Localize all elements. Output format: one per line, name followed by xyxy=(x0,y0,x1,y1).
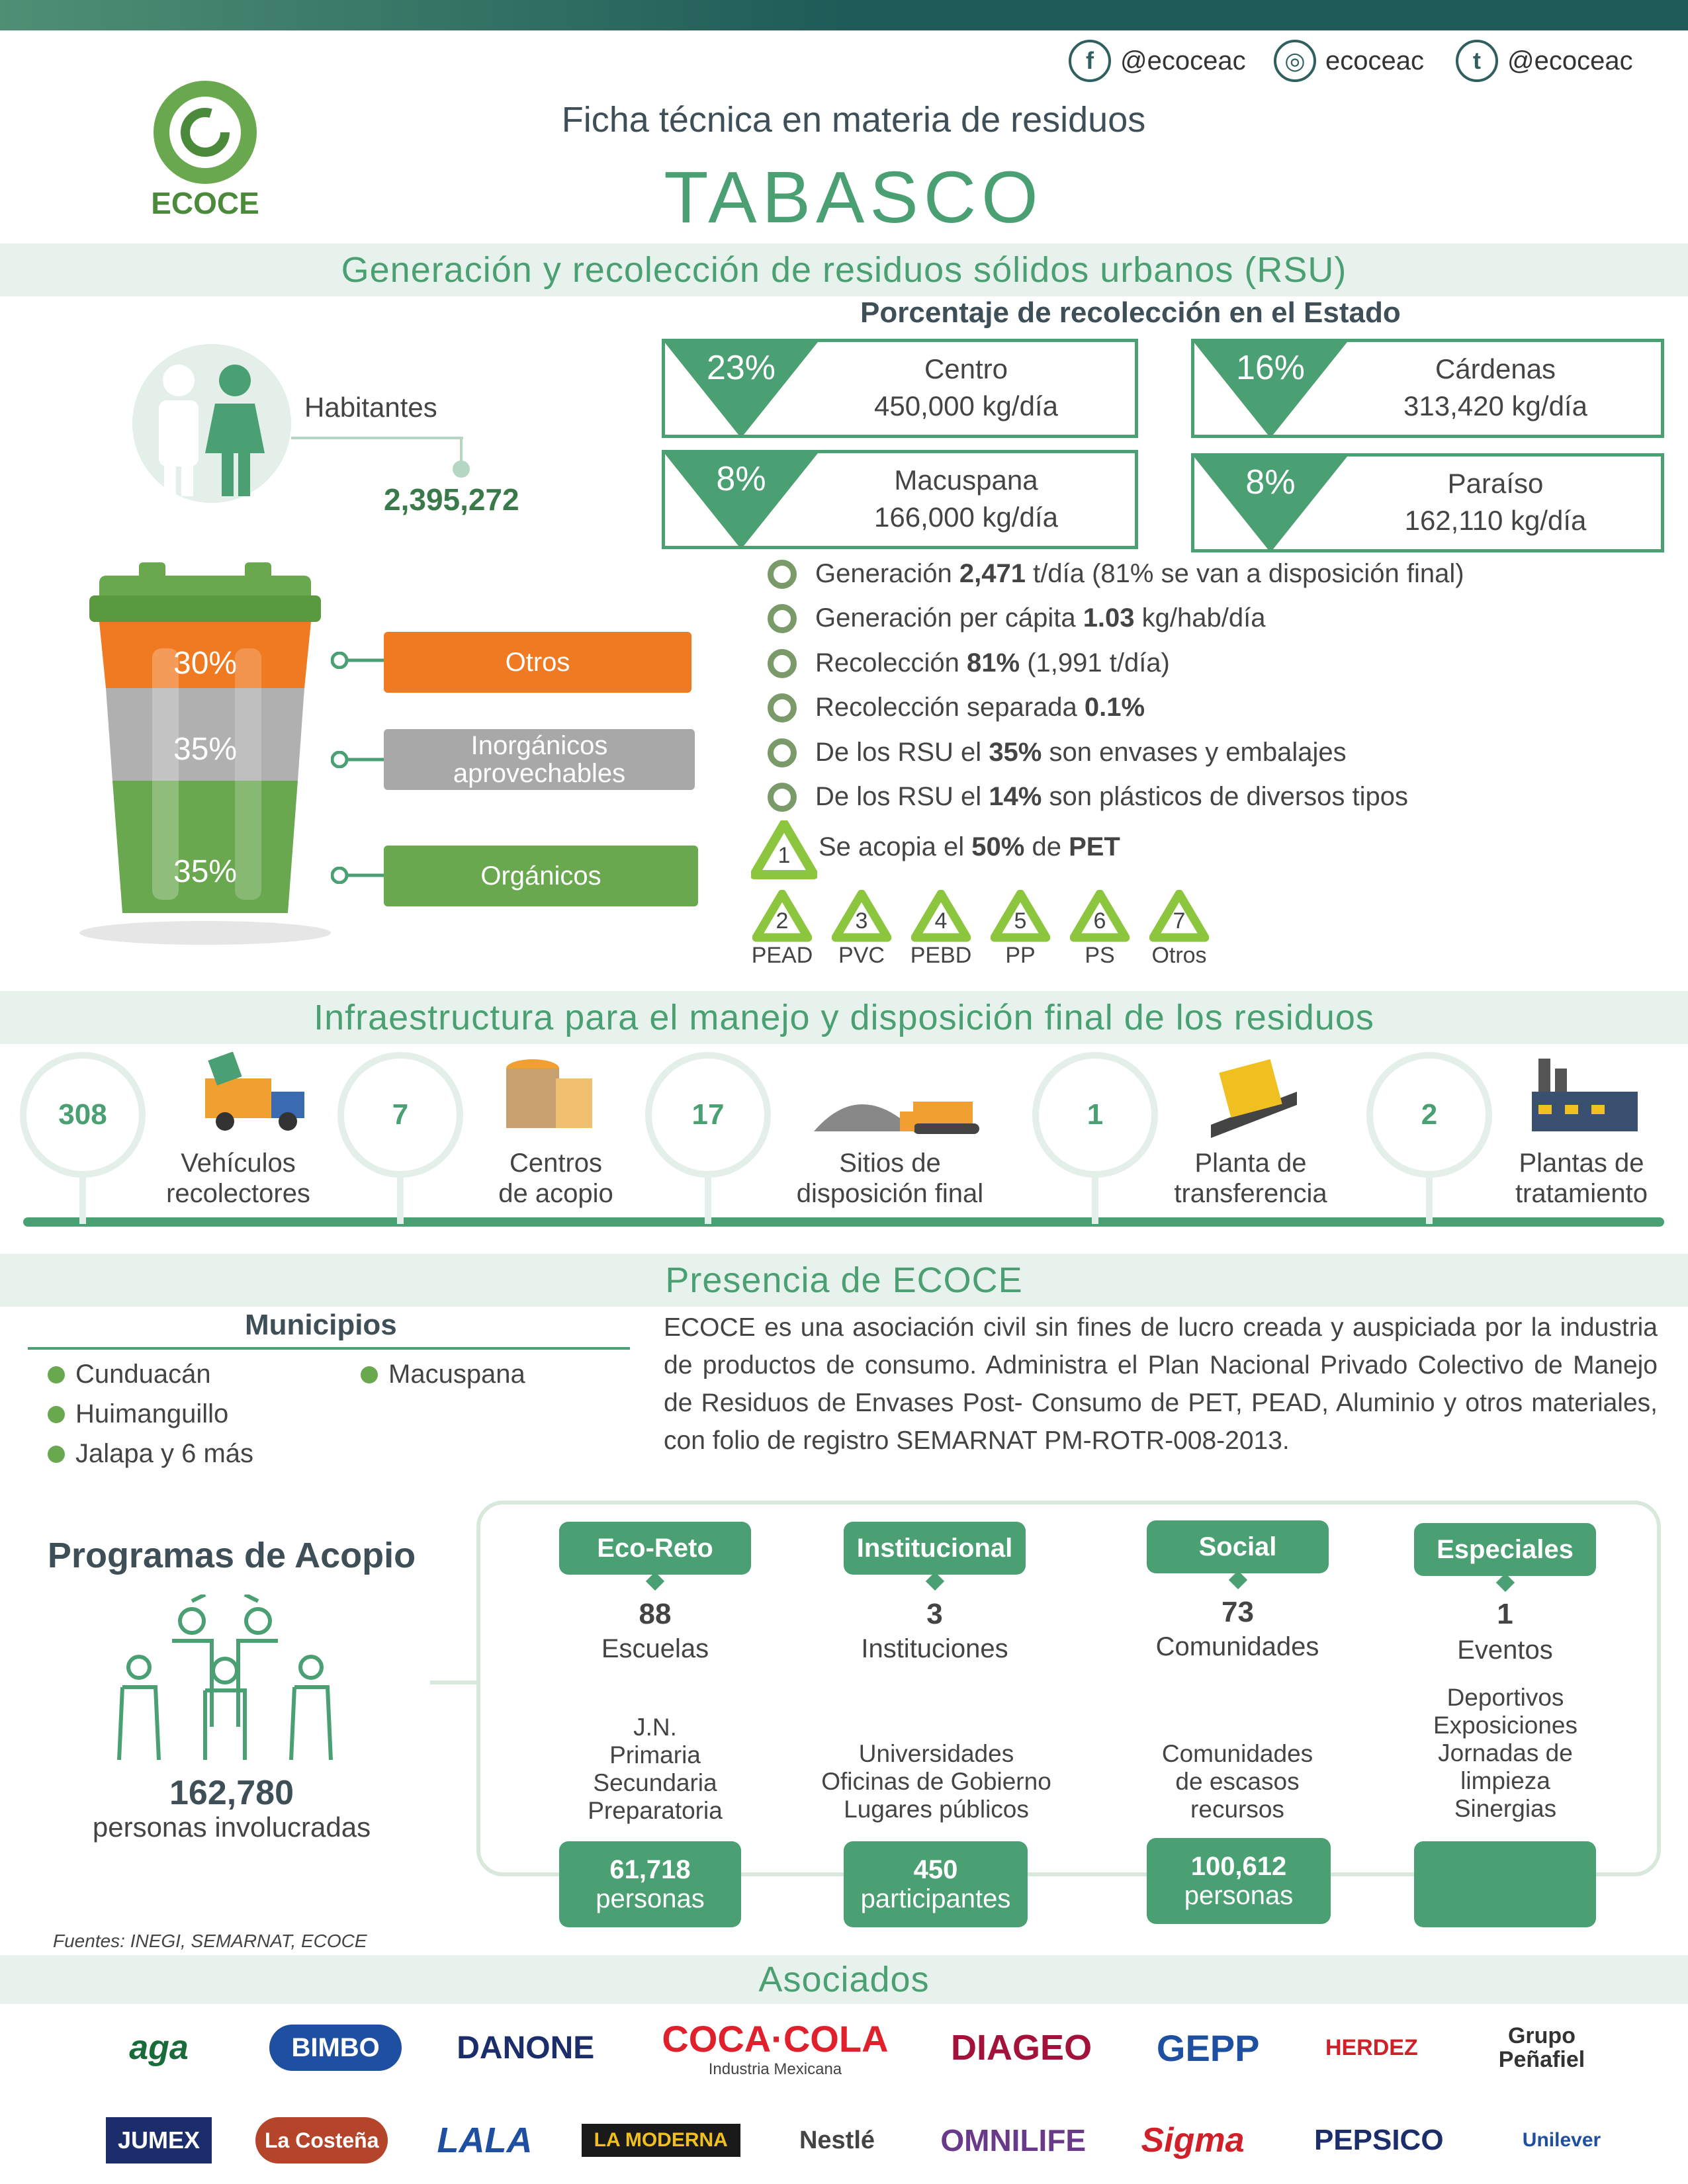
bullet-icon xyxy=(768,604,797,633)
program-unit: Instituciones xyxy=(861,1634,1008,1663)
municipio-name: Cárdenas xyxy=(1435,353,1556,384)
program-count: 3 xyxy=(926,1598,943,1630)
composition-pct-inorganicos: 35% xyxy=(173,732,238,767)
program-unit: Eventos xyxy=(1457,1636,1553,1665)
municipio-item: Macuspana xyxy=(361,1360,525,1389)
program-especiales xyxy=(1414,1523,1596,1576)
fact-item: De los RSU el 35% son envases y embalajes xyxy=(768,738,1347,767)
program-count: 73 xyxy=(1222,1596,1254,1628)
page-title: TABASCO xyxy=(664,157,1044,238)
collection-center-icon xyxy=(500,1052,599,1138)
program-count: 1 xyxy=(1497,1598,1513,1630)
infra-item-vehiculos xyxy=(20,1052,324,1224)
personas-label: personas involucradas xyxy=(92,1812,371,1843)
municipio-name: Paraíso xyxy=(1447,468,1544,499)
recoleccion-title: Porcentaje de recolección en el Estado xyxy=(860,296,1401,329)
habitantes-value: 2,395,272 xyxy=(384,482,519,517)
logo-nestle[interactable]: Nestlé xyxy=(799,2126,875,2154)
instagram-icon: ◎ xyxy=(1274,40,1316,82)
infra-label: recolectores xyxy=(166,1179,310,1208)
facebook-icon: f xyxy=(1069,40,1111,82)
recycle-icon: 4 xyxy=(911,890,971,943)
habitantes-connector xyxy=(291,437,463,439)
logo-danone[interactable]: DANONE xyxy=(457,2030,595,2066)
program-list: Comunidades de escasos recursos xyxy=(1161,1740,1313,1823)
infra-item-transferencia xyxy=(1032,1052,1350,1224)
bullet-icon xyxy=(768,783,797,812)
municipio-item: Cunduacán xyxy=(48,1360,211,1389)
top-bar xyxy=(0,0,1688,30)
recycle-icon: 3 xyxy=(832,890,891,943)
recycle-icon: 2 xyxy=(752,890,812,943)
infra-item-plantas xyxy=(1366,1052,1677,1224)
fact-item: De los RSU el 14% son plásticos de diversos tipos xyxy=(768,782,1408,812)
municipios-title: Municipios xyxy=(245,1309,397,1341)
habitantes-label: Habitantes xyxy=(304,392,437,423)
asociados-row-2 xyxy=(106,2104,1615,2177)
municipio-kg: 162,110 kg/día xyxy=(1404,505,1587,536)
plastic-type: 5 PP xyxy=(986,890,1055,969)
recycle-icon: 6 xyxy=(1070,890,1130,943)
rsu-section-header xyxy=(0,243,1688,296)
program-list: J.N. Primaria Secundaria Preparatoria xyxy=(588,1714,723,1824)
logo-gepp[interactable]: GEPP xyxy=(1156,2027,1260,2069)
municipio-name: Macuspana xyxy=(894,464,1038,496)
infra-label: transferencia xyxy=(1174,1179,1327,1208)
municipio-item: Jalapa y 6 más xyxy=(48,1439,253,1469)
plastic-type: 3 PVC xyxy=(827,890,896,969)
infra-count: 2 xyxy=(1366,1052,1492,1178)
logo-bimbo[interactable]: BIMBO xyxy=(269,2025,402,2071)
program-eco-reto xyxy=(559,1522,751,1575)
program-name: Especiales xyxy=(1414,1523,1596,1576)
infra-label: disposición final xyxy=(796,1179,984,1208)
composition-tag-inorganicos: Inorgánicos aprovechables xyxy=(384,729,695,790)
composition-pct-organicos: 35% xyxy=(173,854,238,889)
social-instagram[interactable] xyxy=(1274,40,1424,82)
twitter-icon: t xyxy=(1456,40,1498,82)
program-name: Institucional xyxy=(844,1522,1026,1575)
landfill-icon xyxy=(814,1065,986,1138)
programas-title: Programas de Acopio xyxy=(47,1536,416,1575)
infra-item-centros xyxy=(337,1052,642,1224)
bullet-icon xyxy=(768,649,797,678)
infra-count: 17 xyxy=(645,1052,771,1178)
recycle-icon: 7 xyxy=(1149,890,1209,943)
logo-lala[interactable]: LALA xyxy=(437,2120,533,2160)
facebook-handle: @ecoceac xyxy=(1120,46,1246,75)
municipio-kg: 313,420 kg/día xyxy=(1403,390,1587,421)
program-institucional xyxy=(844,1522,1026,1575)
municipio-pct: 16% xyxy=(1235,349,1306,387)
infra-label: Centros xyxy=(509,1149,603,1178)
infra-label: Vehículos xyxy=(181,1149,296,1178)
plastic-type: 2 PEAD xyxy=(748,890,817,969)
logo-sigma[interactable]: Sigma xyxy=(1141,2121,1245,2160)
municipios-divider xyxy=(28,1347,630,1350)
ecoce-logo-text: ECOCE xyxy=(151,186,259,220)
logo-omnilife[interactable]: OMNILIFE xyxy=(940,2123,1087,2158)
program-footer: 450 participantes xyxy=(844,1841,1028,1927)
logo-penafiel[interactable]: Grupo Peñafiel xyxy=(1498,2023,1585,2072)
plastic-type: 7 Otros xyxy=(1145,890,1214,969)
plastic-type: 4 PEBD xyxy=(907,890,975,969)
plastic-type: 6 PS xyxy=(1065,890,1134,969)
infra-label: Sitios de xyxy=(839,1149,941,1178)
program-count: 88 xyxy=(639,1598,672,1630)
community-icon xyxy=(99,1594,351,1767)
logo-diageo[interactable]: DIAGEO xyxy=(951,2028,1092,2068)
ecoce-logo xyxy=(146,79,265,225)
fact-item: Recolección 81% (1,991 t/día) xyxy=(768,648,1170,678)
treatment-plant-icon xyxy=(1525,1052,1644,1138)
infra-item-sitios xyxy=(645,1052,1016,1224)
habitantes-dot xyxy=(453,460,470,478)
municipio-name: Centro xyxy=(924,353,1008,384)
fuentes: Fuentes: INEGI, SEMARNAT, ECOCE xyxy=(53,1931,367,1951)
municipio-pct: 23% xyxy=(706,349,776,387)
municipio-kg: 450,000 kg/día xyxy=(874,390,1058,421)
composition-tag-otros: Otros xyxy=(384,632,691,693)
programas-bracket xyxy=(430,1681,480,1684)
infra-label: Planta de xyxy=(1194,1149,1307,1178)
logo-la-moderna[interactable]: LA MODERNA xyxy=(582,2124,740,2157)
program-list: Deportivos Exposiciones Jornadas de limpieza Sinergias xyxy=(1433,1684,1577,1822)
asociados-section-header xyxy=(0,1955,1688,2004)
logo-jumex[interactable]: JUMEX xyxy=(106,2117,212,2163)
program-unit: Escuelas xyxy=(601,1634,709,1663)
instagram-handle: ecoceac xyxy=(1325,46,1424,75)
asociados-section-title: Asociados xyxy=(758,1960,930,1999)
transfer-plant-icon xyxy=(1204,1052,1304,1138)
infra-count: 7 xyxy=(337,1052,463,1178)
fact-item: Recolección separada 0.1% xyxy=(768,693,1145,722)
municipio-kg: 166,000 kg/día xyxy=(874,502,1058,533)
logo-coca-cola[interactable]: COCA·COLA Industria Mexicana xyxy=(662,2017,889,2078)
pet-fact: Se acopia el 50% de PET xyxy=(819,832,1120,861)
garbage-truck-icon xyxy=(199,1052,318,1138)
program-list: Universidades Oficinas de Gobierno Lugares públicos xyxy=(821,1740,1051,1823)
infra-label: Plantas de xyxy=(1519,1149,1644,1178)
infra-label: de acopio xyxy=(498,1179,613,1208)
bullet-icon xyxy=(768,560,797,589)
fact-item: Generación per cápita 1.03 kg/hab/día xyxy=(768,603,1265,633)
people-icon xyxy=(132,344,291,503)
logo-aga[interactable]: aga xyxy=(129,2029,189,2067)
presencia-section-title: Presencia de ECOCE xyxy=(665,1260,1023,1300)
infra-count: 1 xyxy=(1032,1052,1158,1178)
bullet-icon xyxy=(768,738,797,767)
program-unit: Comunidades xyxy=(1155,1632,1319,1661)
municipio-pct: 8% xyxy=(1245,463,1296,502)
asociados-row-1 xyxy=(93,2011,1615,2084)
twitter-handle: @ecoceac xyxy=(1507,46,1633,75)
bullet-icon xyxy=(768,693,797,722)
social-twitter[interactable] xyxy=(1456,40,1633,82)
recycle-icon-1: 1 xyxy=(751,820,817,880)
logo-herdez[interactable]: HERDEZ xyxy=(1325,2034,1418,2060)
page-subtitle: Ficha técnica en materia de residuos xyxy=(561,100,1146,140)
rsu-section-title: Generación y recolección de residuos sólidos urbanos (RSU) xyxy=(341,250,1347,290)
infra-section-header xyxy=(0,991,1688,1044)
social-facebook[interactable] xyxy=(1069,40,1246,82)
logo-unilever[interactable]: Unilever xyxy=(1522,2129,1601,2151)
program-name: Eco-Reto xyxy=(559,1522,751,1575)
program-footer: 61,718 personas xyxy=(559,1841,741,1927)
composition-tag-organicos: Orgánicos xyxy=(384,846,698,906)
municipio-pct: 8% xyxy=(716,460,766,498)
program-name: Social xyxy=(1147,1520,1329,1573)
municipio-item: Huimanguillo xyxy=(48,1399,228,1429)
presencia-section-header xyxy=(0,1254,1688,1307)
composition-pct-otros: 30% xyxy=(173,646,238,681)
infra-label: tratamiento xyxy=(1515,1179,1648,1208)
recycle-icon: 5 xyxy=(991,890,1050,943)
program-social xyxy=(1147,1520,1329,1573)
program-footer: 100,612 personas xyxy=(1147,1838,1331,1924)
personas-num: 162,780 xyxy=(169,1774,294,1812)
infra-section-title: Infraestructura para el manejo y disposición final de los residuos xyxy=(314,998,1374,1037)
infra-count: 308 xyxy=(20,1052,146,1178)
logo-la-costena[interactable]: La Costeña xyxy=(255,2117,388,2163)
ecoce-description: ECOCE es una asociación civil sin fines de lucro creada y auspiciada por la industria de productos de consumo. Administra el Plan Nacional Privado Colectivo de Manejo de Residuos de Envases Post- Consumo de PET, PEAD, Aluminio y otros materiales, con folio de registro SEMARNAT PM-ROTR-008-2013. xyxy=(664,1313,1658,1455)
plastics-row xyxy=(748,890,1214,969)
program-footer xyxy=(1414,1841,1596,1927)
logo-pepsico[interactable]: PEPSICO xyxy=(1313,2124,1444,2156)
fact-item: Generación 2,471 t/día (81% se van a disposición final) xyxy=(768,559,1464,589)
